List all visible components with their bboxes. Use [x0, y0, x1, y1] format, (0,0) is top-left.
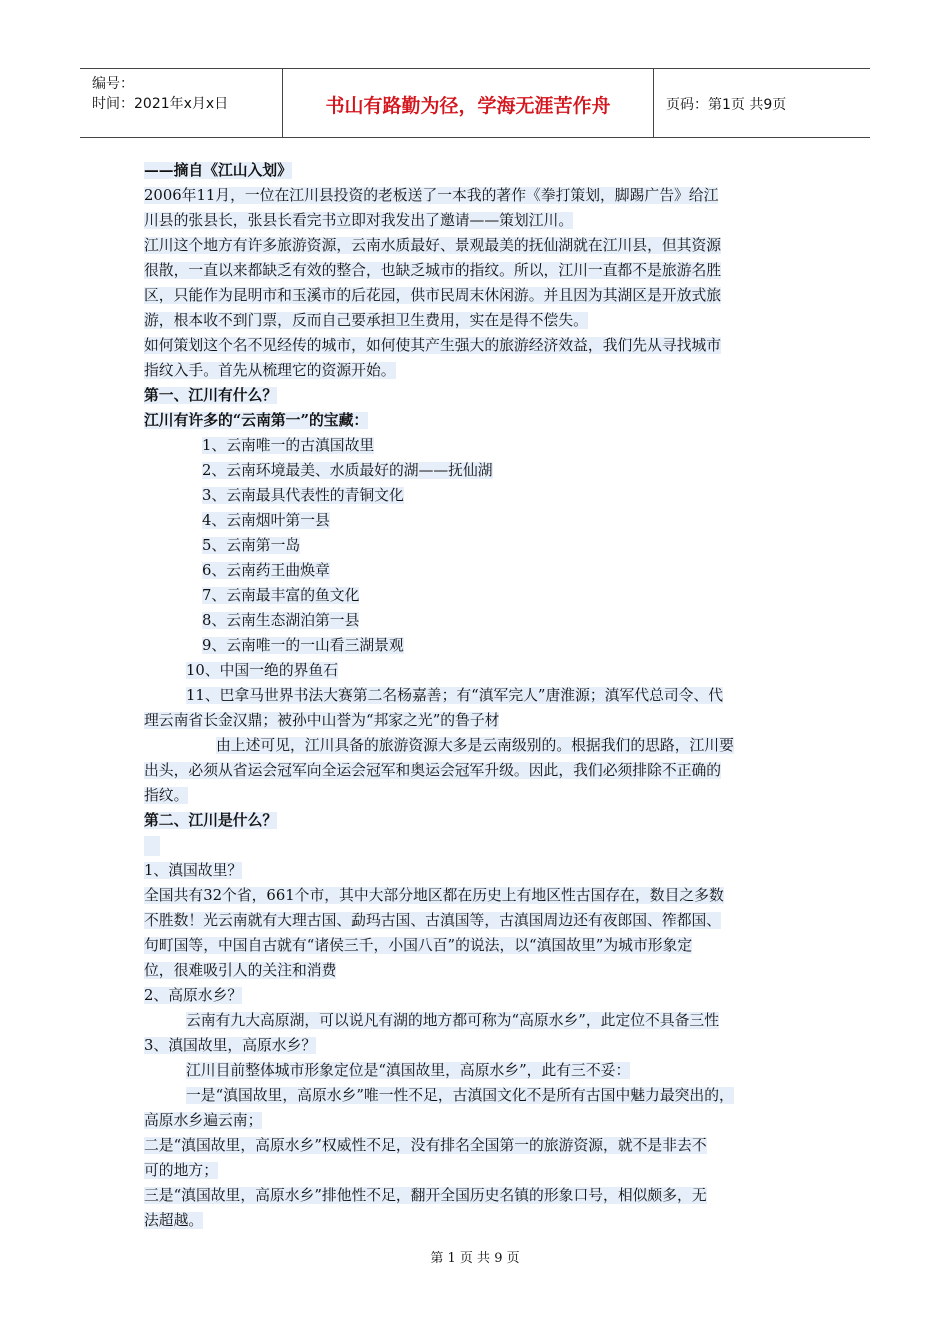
list-item: 6、云南药王曲焕章	[202, 562, 330, 579]
paragraph-line: 江川这个地方有许多旅游资源，云南水质最好、景观最美的抚仙湖就在江川县，但其资源	[144, 237, 722, 254]
paragraph-line: 一是“滇国故里，高原水乡”唯一性不足，古滇国文化不是所有古国中魅力最突出的，	[186, 1087, 734, 1104]
list-item: 8、云南生态湖泊第一县	[202, 612, 360, 629]
paragraph-line: 川县的张县长，张县长看完书立即对我发出了邀请——策划江川。	[144, 212, 574, 229]
header-motto: 书山有路勤为径，学海无涯苦作舟	[325, 95, 611, 117]
question-heading: 2、高原水乡？	[144, 987, 243, 1004]
question-heading: 1、滇国故里？	[144, 862, 243, 879]
paragraph-line: 可的地方；	[144, 1162, 218, 1179]
paragraph-line: 不胜数！光云南就有大理古国、勐玛古国、古滇国等，古滇国周边还有夜郎国、筰都国、	[144, 912, 722, 929]
paragraph-line: 如何策划这个名不见经传的城市，如何使其产生强大的旅游经济效益，我们先从寻找城市	[144, 337, 722, 354]
document-time-label: 时间：2021年x月x日	[92, 96, 229, 112]
list-item: 7、云南最丰富的鱼文化	[202, 587, 360, 604]
paragraph-line: 句町国等，中国自古就有“诸侯三千，小国八百”的说法，以“滇国故里”为城市形象定	[144, 937, 693, 954]
paragraph-line: 由上述可见，江川具备的旅游资源大多是云南级别的。根据我们的思路，江川要	[216, 737, 734, 754]
paragraph-line: 指纹入手。首先从梳理它的资源开始。	[144, 362, 396, 379]
section-heading: 第二、江川是什么？	[144, 812, 278, 829]
paragraph-line: 很散，一直以来都缺乏有效的整合，也缺乏城市的指纹。所以，江川一直都不是旅游名胜	[144, 262, 722, 279]
paragraph-line: 全国共有32个省，661个市，其中大部分地区都在历史上有地区性古国存在，数目之多数	[144, 887, 724, 904]
list-item: 5、云南第一岛	[202, 537, 301, 554]
blank-line	[144, 833, 824, 858]
list-item: 3、云南最具代表性的青铜文化	[202, 487, 404, 504]
paragraph-line: 出头，必须从省运会冠军向全运会冠军和奥运会冠军升级。因此，我们必须排除不正确的	[144, 762, 722, 779]
document-body	[144, 158, 824, 1233]
list-item: 1、云南唯一的古滇国故里	[202, 437, 375, 454]
paragraph-line: 指纹。	[144, 787, 189, 804]
paragraph-line: 二是“滇国故里，高原水乡”权威性不足，没有排名全国第一的旅游资源，就不是非去不	[144, 1137, 707, 1154]
paragraph-line: 区，只能作为昆明市和玉溪市的后花园，供市民周末休闲游。并且因为其湖区是开放式旅	[144, 287, 722, 304]
paragraph-line: 法超越。	[144, 1212, 204, 1229]
paragraph-line: 三是“滇国故里，高原水乡”排他性不足，翻开全国历史名镇的形象口号，相似颇多，无	[144, 1187, 707, 1204]
list-item: 9、云南唯一的一山看三湖景观	[202, 637, 404, 654]
list-item: 4、云南烟叶第一县	[202, 512, 330, 529]
list-item: 11、巴拿马世界书法大赛第二名杨嘉善；有“滇军完人”唐淮源；滇军代总司令、代	[186, 687, 724, 704]
paragraph-line: 江川目前整体城市形象定位是“滇国故里，高原水乡”，此有三不妥：	[186, 1062, 631, 1079]
header-motto-cell	[283, 69, 654, 137]
section-heading: 第一、江川有什么？	[144, 387, 278, 404]
paragraph-line: 2006年11月，一位在江川县投资的老板送了一本我的著作《拳打策划，脚踢广告》给江	[144, 187, 719, 204]
paragraph-line: 高原水乡遍云南；	[144, 1112, 263, 1129]
subheading: 江川有许多的“云南第一”的宝藏：	[144, 412, 369, 429]
document-number-label: 编号：	[92, 76, 134, 92]
question-heading: 3、滇国故里，高原水乡？	[144, 1037, 317, 1054]
paragraph-line: 游，根本收不到门票，反而自己要承担卫生费用，实在是得不偿失。	[144, 312, 588, 329]
paragraph-line: 位，很难吸引人的关注和消费	[144, 962, 337, 979]
list-item: 10、中国一绝的界鱼石	[186, 662, 339, 679]
list-item: 2、云南环境最美、水质最好的湖——抚仙湖	[202, 462, 493, 479]
header-page-cell	[654, 69, 870, 137]
list-item-continuation: 理云南省长金汉鼎；被孙中山誉为“邦家之光”的鲁子材	[144, 712, 500, 729]
paragraph-line: 云南有九大高原湖，可以说凡有湖的地方都可称为“高原水乡”，此定位不具备三性	[186, 1012, 720, 1029]
header-info-cell	[80, 69, 283, 137]
header-page-code: 页码：第1页 共9页	[666, 97, 787, 113]
page-header	[80, 68, 870, 138]
page-footer: 第 1 页 共 9 页	[430, 1251, 520, 1266]
source-citation: ——摘自《江山入划》	[144, 162, 292, 179]
